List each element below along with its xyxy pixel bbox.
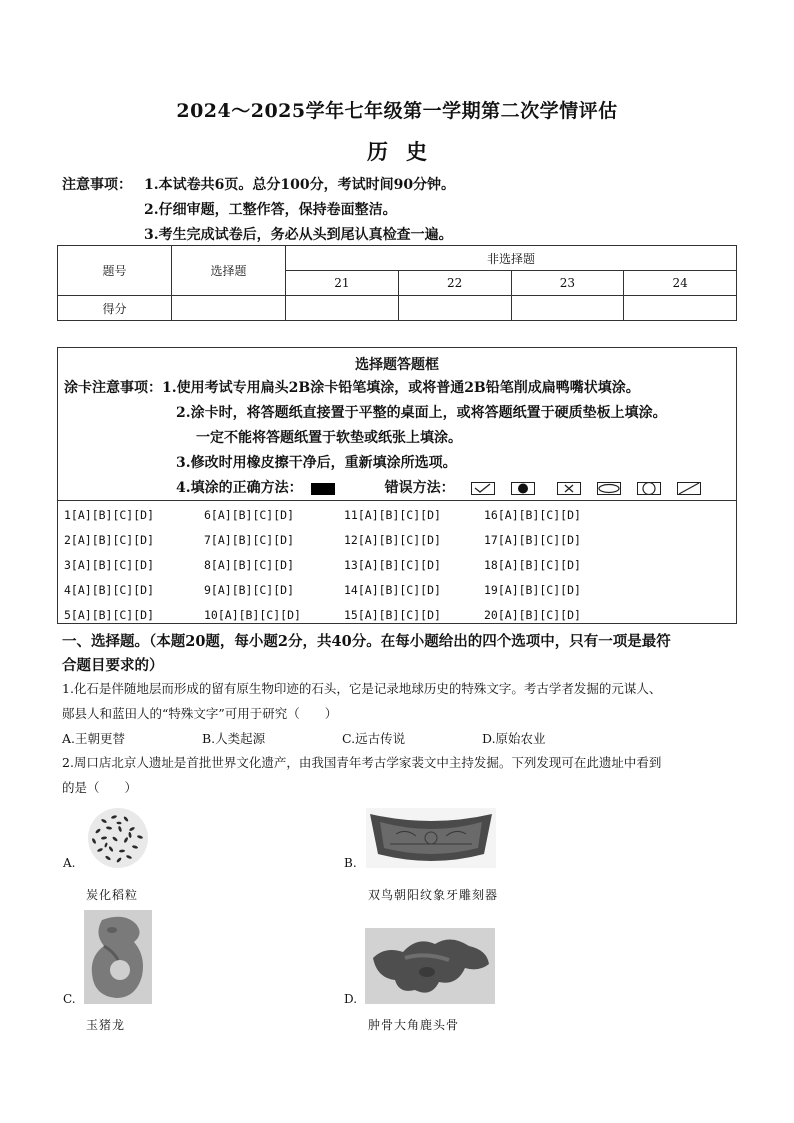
rule-item: 1.使用考试专用扁头2B涂卡铅笔填涂，或将普通2B铅笔削成扁鸭嘴状填涂。 bbox=[162, 380, 640, 396]
question-2-line: 的是（ ） bbox=[62, 780, 138, 795]
answer-row[interactable]: 8[A][B][C][D] bbox=[204, 558, 295, 572]
wrong-method-label: 错误方法： bbox=[384, 480, 455, 496]
question-1-line: 郧县人和蓝田人的“特殊文字”可用于研究（ ） bbox=[62, 706, 338, 721]
answer-row[interactable]: 9[A][B][C][D] bbox=[204, 583, 295, 597]
option-a[interactable]: A.王朝更替 bbox=[62, 731, 126, 746]
answer-box-rules bbox=[64, 376, 701, 501]
option-letter-c[interactable]: C. bbox=[63, 992, 76, 1006]
score-cell-21[interactable] bbox=[286, 296, 399, 321]
option-letter-a[interactable]: A. bbox=[63, 856, 76, 870]
answer-row[interactable]: 17[A][B][C][D] bbox=[484, 533, 581, 547]
answer-row[interactable]: 3[A][B][C][D] bbox=[64, 558, 155, 572]
answer-row[interactable]: 13[A][B][C][D] bbox=[344, 558, 441, 572]
section-heading bbox=[62, 630, 742, 678]
exam-title: 2024～2025学年七年级第一学期第二次学情评估 bbox=[176, 100, 618, 122]
answer-column bbox=[484, 503, 624, 628]
question-1 bbox=[62, 676, 738, 726]
header-num-23: 23 bbox=[511, 271, 624, 296]
caption-c: 玉猪龙 bbox=[86, 1018, 126, 1032]
rice-grains-image bbox=[84, 807, 152, 869]
notice-item: 1.本试卷共6页。总分100分，考试时间90分钟。 bbox=[144, 177, 456, 193]
ivory-carving-image bbox=[366, 808, 496, 868]
notice-item: 2.仔细审题，工整作答，保持卷面整洁。 bbox=[144, 202, 397, 218]
rule-item: 3.修改时用橡皮擦干净后，重新填涂所选项。 bbox=[176, 455, 457, 471]
wrong-cross-sample bbox=[557, 482, 581, 495]
answer-row[interactable]: 16[A][B][C][D] bbox=[484, 508, 581, 522]
caption-a: 炭化稻粒 bbox=[86, 888, 139, 902]
correct-fill-sample bbox=[311, 483, 335, 495]
rules-label: 涂卡注意事项： bbox=[64, 380, 162, 396]
answer-row[interactable]: 10[A][B][C][D] bbox=[204, 608, 301, 622]
answer-row[interactable]: 11[A][B][C][D] bbox=[344, 508, 441, 522]
question-2 bbox=[62, 750, 738, 800]
header-nonchoice: 非选择题 bbox=[286, 246, 737, 271]
rule-item: 2.涂卡时，将答题纸直接置于平整的桌面上，或将答题纸置于硬质垫板上填涂。 bbox=[176, 405, 667, 421]
question-1-line: 1.化石是伴随地层而形成的留有原生物印迹的石头，它是记录地球历史的特殊文字。考古学者发掘的元谋人、 bbox=[62, 681, 662, 696]
answer-row[interactable]: 1[A][B][C][D] bbox=[64, 508, 155, 522]
answer-row[interactable]: 18[A][B][C][D] bbox=[484, 558, 581, 572]
answer-row[interactable]: 2[A][B][C][D] bbox=[64, 533, 155, 547]
answer-row[interactable]: 6[A][B][C][D] bbox=[204, 508, 295, 522]
answer-column bbox=[204, 503, 344, 628]
option-letter-b[interactable]: B. bbox=[344, 856, 357, 870]
subject-title: 历史 bbox=[367, 139, 445, 164]
wrong-dot-sample bbox=[511, 482, 535, 495]
header-num-21: 21 bbox=[286, 271, 399, 296]
answer-row[interactable]: 19[A][B][C][D] bbox=[484, 583, 581, 597]
jade-pig-dragon-image bbox=[84, 910, 152, 1004]
answer-column bbox=[344, 503, 484, 628]
notices bbox=[62, 173, 455, 248]
header-num-22: 22 bbox=[398, 271, 511, 296]
question-1-options bbox=[62, 729, 738, 747]
header-num-24: 24 bbox=[624, 271, 737, 296]
caption-b: 双鸟朝阳纹象牙雕刻器 bbox=[368, 888, 499, 902]
answer-row[interactable]: 5[A][B][C][D] bbox=[64, 608, 155, 622]
wrong-check-sample bbox=[471, 482, 495, 495]
answer-row[interactable]: 15[A][B][C][D] bbox=[344, 608, 441, 622]
answer-column bbox=[64, 503, 204, 628]
section-heading-line: 合题目要求的） bbox=[62, 657, 164, 674]
rule-item: 4.填涂的正确方法： bbox=[176, 480, 303, 496]
answer-row[interactable]: 12[A][B][C][D] bbox=[344, 533, 441, 547]
answer-row[interactable]: 4[A][B][C][D] bbox=[64, 583, 155, 597]
score-cell-22[interactable] bbox=[398, 296, 511, 321]
option-d[interactable]: D.原始农业 bbox=[482, 731, 546, 746]
score-table bbox=[57, 245, 737, 321]
notices-label: 注意事项： bbox=[62, 177, 132, 193]
wrong-slash-sample bbox=[677, 482, 701, 495]
answer-box-title: 选择题答题框 bbox=[355, 357, 439, 373]
score-cell-choice[interactable] bbox=[172, 296, 286, 321]
option-c[interactable]: C.远古传说 bbox=[342, 731, 406, 746]
option-b[interactable]: B.人类起源 bbox=[202, 731, 266, 746]
wrong-oval-sample bbox=[597, 482, 621, 495]
answer-row[interactable]: 7[A][B][C][D] bbox=[204, 533, 295, 547]
deer-skull-image bbox=[365, 928, 495, 1004]
caption-d: 肿骨大角鹿头骨 bbox=[368, 1018, 460, 1032]
option-letter-d[interactable]: D. bbox=[344, 992, 358, 1006]
question-2-line: 2.周口店北京人遗址是首批世界文化遗产，由我国青年考古学家裴文中主持发掘。下列发现可在此遗址中看到 bbox=[62, 755, 662, 770]
rule-item: 一定不能将答题纸置于软垫或纸张上填涂。 bbox=[196, 430, 462, 446]
answer-box-divider bbox=[58, 500, 736, 501]
answer-box bbox=[57, 347, 737, 624]
answer-row[interactable]: 20[A][B][C][D] bbox=[484, 608, 581, 622]
section-heading-line: 一、选择题。（本题20题，每小题2分，共40分。在每小题给出的四个选项中，只有一项是最符 bbox=[62, 633, 671, 650]
answer-row[interactable]: 14[A][B][C][D] bbox=[344, 583, 441, 597]
wrong-circle-sample bbox=[637, 482, 661, 495]
header-choice: 选择题 bbox=[172, 246, 286, 296]
row-score-label: 得分 bbox=[58, 296, 172, 321]
score-cell-24[interactable] bbox=[624, 296, 737, 321]
score-cell-23[interactable] bbox=[511, 296, 624, 321]
notice-item: 3.考生完成试卷后，务必从头到尾认真检查一遍。 bbox=[144, 227, 453, 243]
header-question: 题号 bbox=[58, 246, 172, 296]
